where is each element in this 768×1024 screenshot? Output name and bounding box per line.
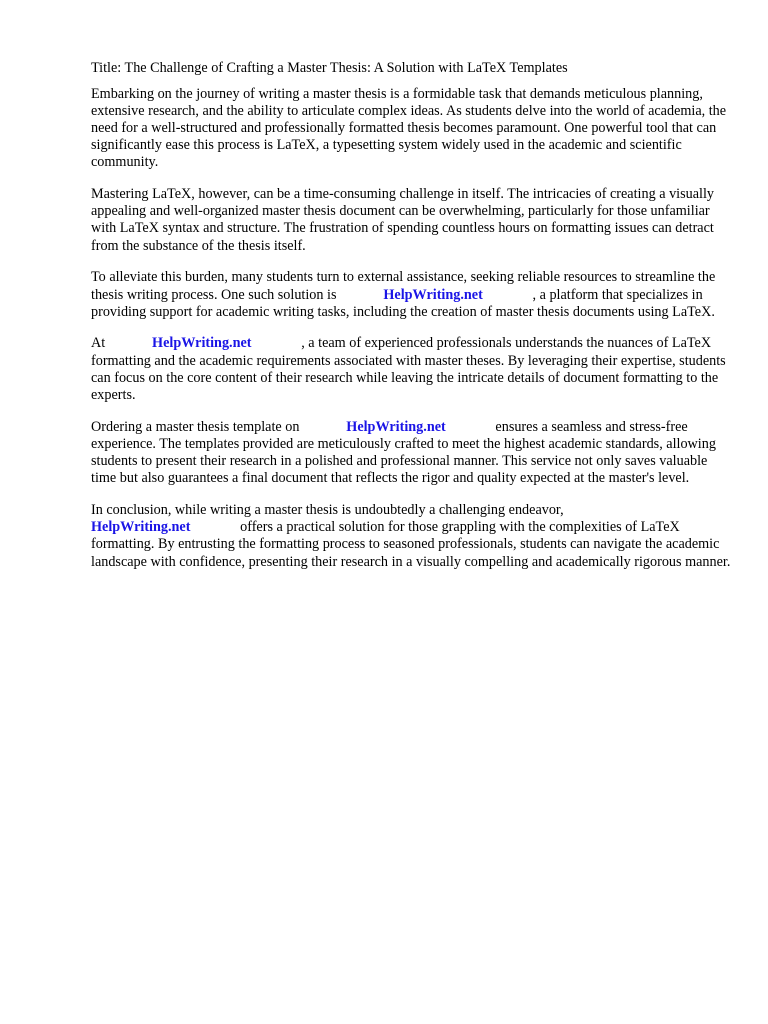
paragraph-team-text-before: At bbox=[91, 335, 106, 352]
paragraph-external-assistance bbox=[91, 269, 731, 321]
paragraph-external-assistance-text-before: To alleviate this burden, many students turn to external assistance, seeking reliable resources to streamline the thesis writing process. One such solution is bbox=[91, 269, 716, 303]
paragraph-intro-text: Embarking on the journey of writing a master thesis is a formidable task that demands meticulous planning, extensive research, and the ability to articulate complex ideas. As students delve into the world of academia, the need for a well-structured and professionally formatted thesis becomes paramount. One powerful tool that can significantly ease this process is LaTeX, a typesetting system widely used in the academic and scientific community. bbox=[91, 85, 727, 171]
helpwriting-link[interactable]: HelpWriting.net bbox=[152, 335, 252, 352]
paragraph-external-assistance-text-after: , a platform that specializes in providing support for academic writing tasks, including the creation of master thesis documents using LaTeX. bbox=[91, 286, 715, 320]
paragraph-ordering-text-before: Ordering a master thesis template on bbox=[91, 418, 300, 435]
paragraph-latex-challenge-text: Mastering LaTeX, however, can be a time-consuming challenge in itself. The intricacies of creating a visually appealing and well-organized master thesis document can be overwhelming, particularly for those unfamiliar with LaTeX syntax and structure. The frustration of spending countless hours on formatting issues can detract from the substance of the thesis itself. bbox=[91, 186, 714, 254]
paragraph-ordering-text-after: ensures a seamless and stress-free experience. The templates provided are meticulously crafted to meet the highest academic standards, allowing students to present their research in a polished and professional manner. This service not only saves valuable time but also guarantees a final document that reflects the rigor and quality expected at the master's level. bbox=[91, 418, 716, 487]
paragraph-latex-challenge bbox=[91, 186, 731, 255]
helpwriting-link[interactable]: HelpWriting.net bbox=[91, 519, 191, 536]
paragraph-ordering bbox=[91, 419, 731, 488]
paragraph-conclusion-text-after: offers a practical solution for those grappling with the complexities of LaTeX formatting. By entrusting the formatting process to seasoned professionals, students can navigate the academic landscape with confidence, presenting their research in a visually compelling and academically rigorous manner. bbox=[91, 519, 731, 570]
document-title: Title: The Challenge of Crafting a Master Thesis: A Solution with LaTeX Templates bbox=[91, 60, 568, 76]
paragraph-conclusion-text-before: In conclusion, while writing a master thesis is undoubtedly a challenging endeavor, bbox=[91, 502, 564, 519]
helpwriting-link[interactable]: HelpWriting.net bbox=[383, 286, 483, 303]
document-page bbox=[91, 60, 731, 585]
paragraph-conclusion bbox=[91, 502, 731, 571]
paragraph-team bbox=[91, 335, 731, 404]
helpwriting-link[interactable]: HelpWriting.net bbox=[346, 418, 446, 435]
paragraph-team-text-after: , a team of experienced professionals understands the nuances of LaTeX formatting and the academic requirements associated with master theses. By leveraging their expertise, students can focus on the core content of their research while leaving the intricate details of document formatting to the experts. bbox=[91, 335, 726, 404]
paragraph-intro bbox=[91, 86, 731, 172]
